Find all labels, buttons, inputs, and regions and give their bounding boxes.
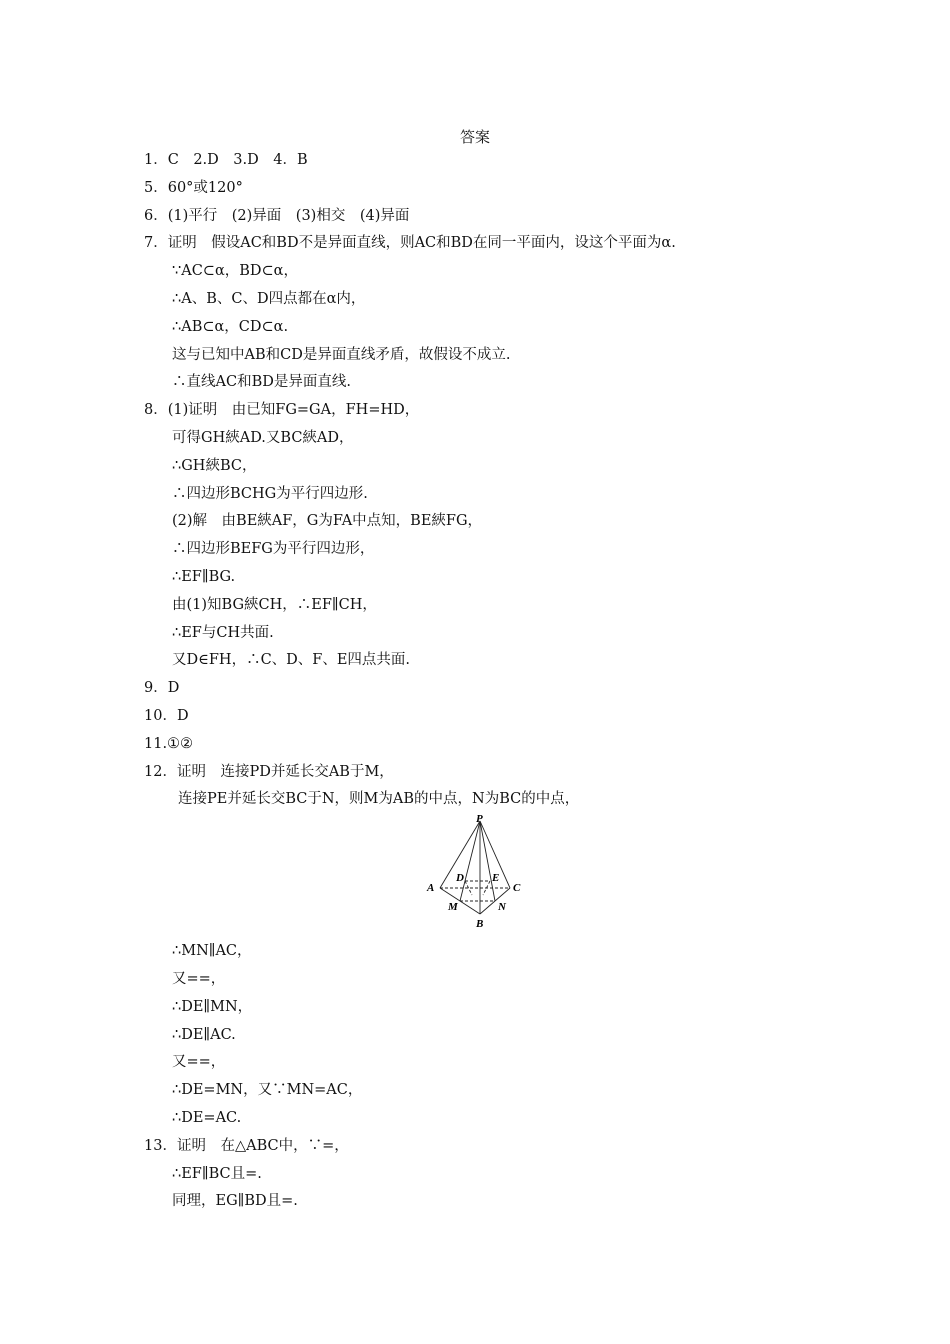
answer-line: ∴GH綊BC， (172, 457, 257, 474)
pyramid-diagram (414, 814, 534, 938)
answer-line: 8．(1)证明 由已知FG=GA，FH=HD， (144, 402, 420, 419)
line-pn (480, 821, 495, 901)
answer-lines-before (144, 147, 844, 814)
answer-line: 12．证明 连接PD并延长交AB于M， (144, 763, 394, 780)
answer-line: 连接PE并延长交BC于N，则M为AB的中点，N为BC的中点， (178, 791, 580, 808)
answer-line: ∴EF∥BG. (172, 568, 236, 585)
line-e-dashed (483, 881, 490, 895)
answer-line: 6．(1)平行 (2)异面 (3)相交 (4)异面 (144, 207, 410, 224)
answer-line: 1．C 2.D 3.D 4．B (144, 152, 308, 168)
answer-line: 11.①② (144, 735, 194, 752)
answer-line: 10．D (144, 707, 189, 724)
answer-line: ∴四边形BCHG为平行四边形. (172, 485, 368, 502)
answer-line: 9．D (144, 680, 180, 697)
answer-line: 7．证明 假设AC和BD不是异面直线，则AC和BD在同一平面内，设这个平面为α. (144, 235, 676, 252)
answer-lines-after (144, 938, 844, 1216)
answer-line: ∴EF∥BC且=. (172, 1165, 262, 1182)
answer-line: ∵AC⊂α，BD⊂α， (172, 263, 298, 280)
answer-line: 又D∈FH，∴C、D、F、E四点共面. (172, 652, 411, 669)
pyramid-figure (144, 814, 844, 938)
line-pm (460, 821, 480, 901)
answer-line: 又==， (172, 970, 226, 987)
label-n: N (498, 901, 506, 914)
answer-line: 由(1)知BG綊CH，∴EF∥CH， (172, 596, 377, 613)
answer-line: ∴DE∥MN， (172, 998, 253, 1015)
label-p: P (476, 814, 483, 826)
answer-line: ∴DE=AC. (172, 1109, 242, 1126)
label-m: M (448, 901, 458, 914)
answer-line: ∴MN∥AC， (172, 943, 252, 960)
answer-line: ∴EF与CH共面. (172, 624, 274, 641)
answer-line: ∴A、B、C、D四点都在α内， (172, 290, 366, 307)
answer-line: 同理，EG∥BD且=. (172, 1193, 298, 1210)
label-c: C (513, 882, 521, 895)
answer-line: 又==， (172, 1054, 226, 1071)
answer-line: ∴AB⊂α，CD⊂α. (172, 318, 289, 335)
answer-content (144, 147, 844, 1216)
page-title: 答案 (459, 128, 490, 146)
answer-line: (2)解 由BE綊AF，G为FA中点知，BE綊FG， (172, 513, 483, 530)
answer-line: ∴DE∥AC. (172, 1026, 236, 1043)
label-a: A (427, 882, 435, 895)
answer-line: ∴DE=MN，又∵MN=AC， (172, 1082, 363, 1099)
label-b: B (476, 918, 484, 931)
answer-line: 这与已知中AB和CD是异面直线矛盾，故假设不成立. (172, 346, 511, 363)
label-e: E (492, 872, 500, 885)
answer-line: 5．60°或120° (144, 179, 243, 196)
answer-line: ∴直线AC和BD是异面直线. (172, 374, 351, 391)
answer-line: 可得GH綊AD.又BC綊AD， (172, 429, 354, 446)
answer-line: ∴四边形BEFG为平行四边形， (172, 541, 375, 558)
label-d: D (456, 872, 464, 885)
answer-line: 13．证明 在△ABC中，∵=， (144, 1137, 349, 1154)
